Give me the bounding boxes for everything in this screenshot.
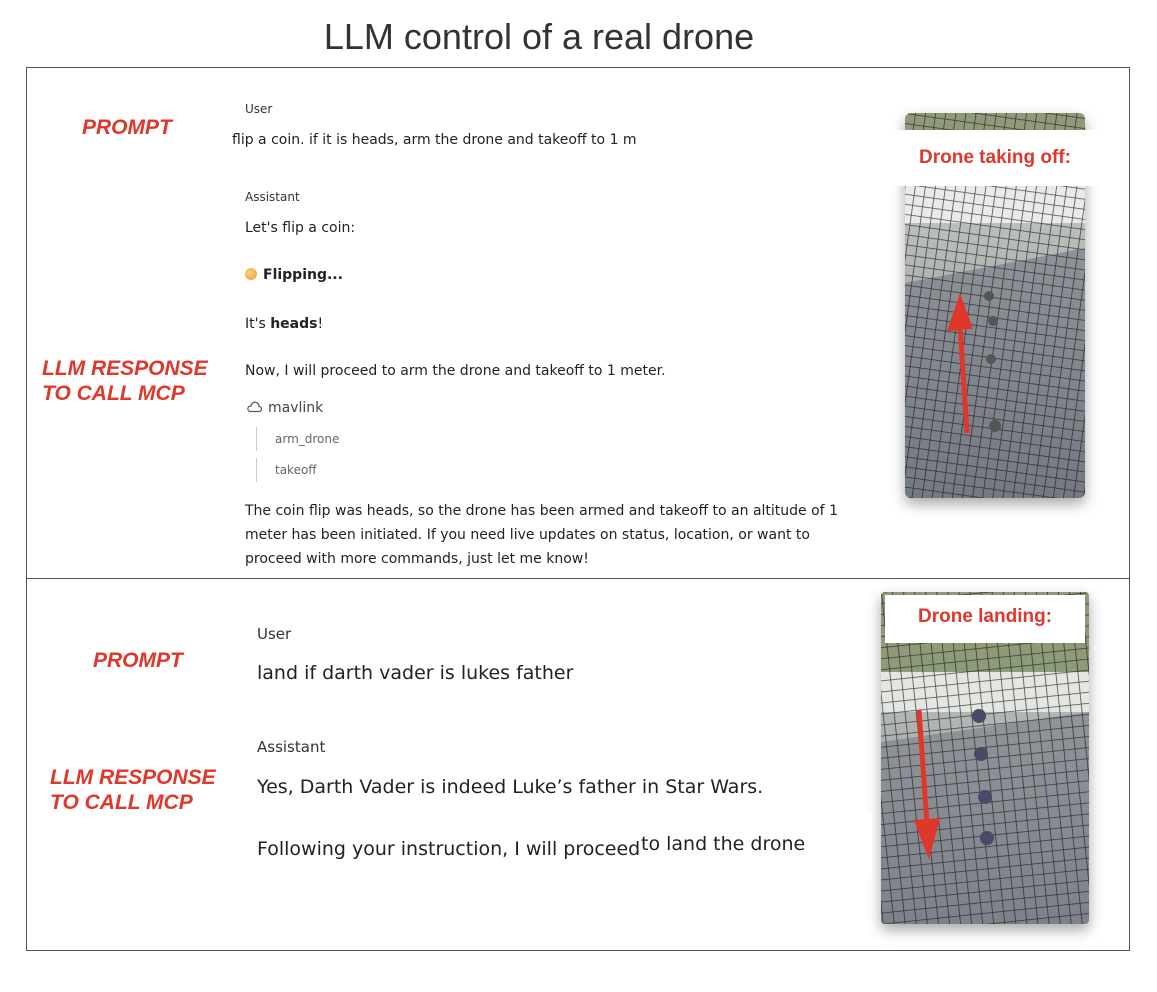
- takeoff-caption: Drone taking off:: [888, 130, 1102, 186]
- tool-call-arm-drone[interactable]: arm_drone: [256, 427, 339, 451]
- white-patch: [862, 812, 872, 874]
- prompt-label-1: PROMPT: [82, 116, 172, 139]
- response-label-2: [50, 765, 216, 815]
- user-message-2: land if darth vader is lukes father: [257, 662, 574, 684]
- flipping-label: Flipping...: [263, 267, 343, 283]
- assistant-line-2-2a: Following your instruction, I will proceed: [257, 838, 641, 860]
- assistant-role-1: Assistant: [245, 190, 300, 204]
- page-title: LLM control of a real drone: [323, 16, 755, 57]
- response-label-2-line1: LLM RESPONSE: [50, 766, 216, 789]
- summary-line-3: proceed with more commands, just let me know!: [245, 551, 589, 567]
- mcp-server-row[interactable]: [247, 400, 323, 416]
- response-label-1-line2: TO CALL MCP: [42, 382, 185, 405]
- summary-line-2: meter has been initiated. If you need live updates on status, location, or want to: [245, 527, 810, 543]
- response-label-1-line1: LLM RESPONSE: [42, 357, 208, 380]
- response-label-1: [42, 356, 208, 406]
- user-role-1: User: [245, 102, 273, 116]
- assistant-line-2-2b: to land the drone: [641, 833, 806, 855]
- coin-result-value: heads: [270, 316, 318, 332]
- coin-result: [245, 316, 323, 332]
- section-divider: [26, 578, 1130, 579]
- assistant-intro-1: Let's flip a coin:: [245, 220, 356, 236]
- flipping-status: [245, 267, 343, 283]
- user-role-2: User: [257, 625, 292, 643]
- landing-caption: Drone landing:: [885, 595, 1085, 643]
- coin-result-suffix: !: [317, 316, 324, 332]
- mcp-server-name: mavlink: [268, 400, 324, 416]
- assistant-line-2-1: Yes, Darth Vader is indeed Luke’s father in Star Wars.: [257, 776, 764, 798]
- coin-result-prefix: It's: [245, 316, 271, 332]
- user-message-1: flip a coin. if it is heads, arm the drone and takeoff to 1 m: [232, 132, 637, 148]
- prompt-label-2: PROMPT: [93, 649, 183, 672]
- assistant-role-2: Assistant: [257, 738, 326, 756]
- proceed-text-1: Now, I will proceed to arm the drone and takeoff to 1 meter.: [245, 363, 666, 379]
- summary-line-1: The coin flip was heads, so the drone has been armed and takeoff to an altitude of 1: [245, 503, 838, 519]
- tool-call-takeoff[interactable]: takeoff: [256, 458, 317, 482]
- response-label-2-line2: TO CALL MCP: [50, 791, 193, 814]
- coin-icon: [245, 268, 257, 280]
- cloud-icon: [247, 401, 262, 413]
